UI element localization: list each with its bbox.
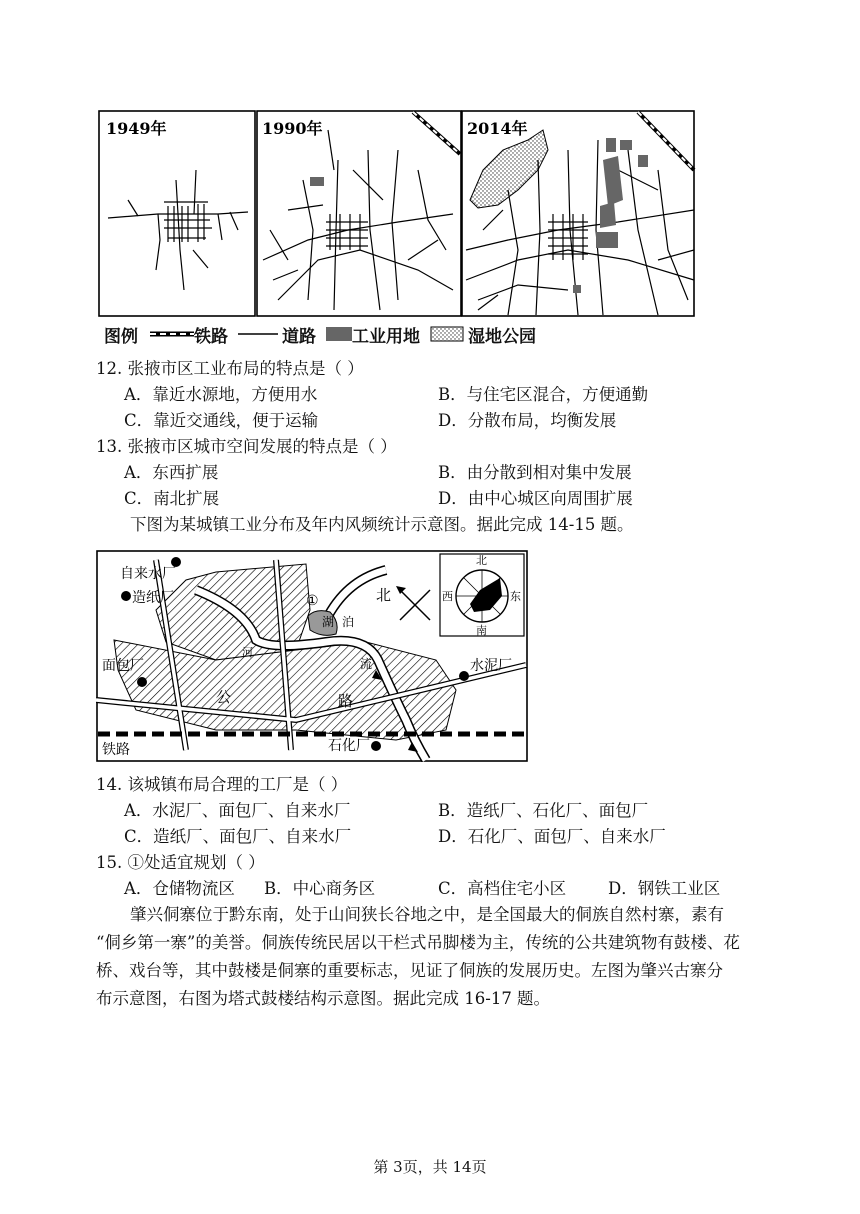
panel-label-1949: 1949年: [106, 119, 167, 138]
intro-16-17-line1: 肇兴侗寨位于黔东南，处于山间狭长谷地之中，是全国最大的侗族自然村寨，素有: [130, 905, 724, 924]
intro-14-15: 下图为某城镇工业分布及年内风频统计示意图。据此完成 14-15 题。: [130, 515, 634, 534]
q14-option-a[interactable]: A．水泥厂、面包厂、自来水厂: [124, 801, 351, 820]
q14-option-c[interactable]: C．造纸厂、面包厂、自来水厂: [124, 827, 352, 846]
q12-option-b[interactable]: B．与住宅区混合，方便通勤: [438, 385, 649, 404]
railway-label: 铁路: [102, 742, 130, 758]
panel-label-1990: 1990年: [262, 119, 323, 138]
river-label-1: 河: [242, 646, 253, 659]
town-industry-map: [96, 550, 528, 762]
q14-option-d[interactable]: D．石化厂、面包厂、自来水厂: [438, 827, 666, 846]
compass-south: 南: [476, 624, 487, 637]
intro-16-17-line2: “侗乡第一寨”的美誉。侗族传统民居以干栏式吊脚楼为主，传统的公共建筑物有鼓楼、花: [96, 933, 740, 952]
legend-railway: 铁路: [194, 326, 228, 347]
petro-plant-dot: [371, 741, 381, 751]
factory-bread: 面包厂: [102, 658, 144, 674]
q12-option-a[interactable]: A．靠近水源地，方便用水: [124, 385, 318, 404]
legend-industrial: 工业用地: [352, 326, 420, 347]
road-label-2: 路: [338, 692, 354, 710]
paper-mill-dot: [121, 591, 131, 601]
q12-option-d[interactable]: D．分散布局，均衡发展: [438, 411, 617, 430]
bakery-dot: [137, 677, 147, 687]
road-label-1: 公: [216, 688, 232, 706]
wind-rose-icon: [456, 570, 508, 622]
river-label-2: 流: [360, 657, 373, 671]
q13-option-b[interactable]: B．由分散到相对集中发展: [438, 463, 632, 482]
q13-option-a[interactable]: A．东西扩展: [124, 463, 219, 482]
q13-option-d[interactable]: D．由中心城区向周围扩展: [438, 489, 633, 508]
q15-option-d[interactable]: D．钢铁工业区: [608, 879, 721, 898]
figure1-legend: [104, 322, 546, 346]
compass-north: 北: [476, 554, 487, 567]
compass-west: 西: [442, 590, 453, 603]
lake-label-1: 湖: [322, 615, 335, 629]
cement-plant-dot: [459, 671, 469, 681]
q15-option-c[interactable]: C．高档住宅小区: [438, 879, 567, 898]
factory-paper: 造纸厂: [132, 590, 174, 606]
legend-title: 图例: [104, 326, 138, 347]
railway-legend-icon: [150, 329, 194, 339]
intro-16-17-line4: 布示意图，右图为塔式鼓楼结构示意图。据此完成 16-17 题。: [96, 989, 551, 1008]
industrial-1990: [310, 177, 324, 186]
factory-water: 自来水厂: [120, 566, 176, 582]
factory-petro: 石化厂: [328, 738, 370, 754]
legend-road: 道路: [282, 326, 316, 347]
q15-stem: 15. ①处适宜规划（ ）: [96, 853, 265, 872]
compass-east: 东: [510, 590, 521, 603]
factory-cement: 水泥厂: [470, 658, 512, 674]
legend-wetland: 湿地公园: [468, 326, 536, 347]
q12-option-c[interactable]: C．靠近交通线，便于运输: [124, 411, 319, 430]
page-footer: 第 3页，共 14页: [373, 1158, 487, 1176]
q14-stem: 14. 该城镇布局合理的工厂是（ ）: [96, 775, 348, 794]
city-expansion-figure: [98, 110, 696, 318]
q15-option-a[interactable]: A．仓储物流区: [124, 879, 235, 898]
intro-16-17-line3: 桥、戏台等，其中鼓楼是侗寨的重要标志，见证了侗族的发展历史。左图为肇兴古寨分: [96, 961, 723, 980]
panel-label-2014: 2014年: [467, 119, 528, 138]
q13-stem: 13. 张掖市区城市空间发展的特点是（ ）: [96, 437, 397, 456]
lake-label-2: 泊: [342, 615, 355, 629]
q14-option-b[interactable]: B．造纸厂、石化厂、面包厂: [438, 801, 649, 820]
svg-text:北: 北: [376, 586, 392, 604]
wetland-legend-icon: [430, 326, 464, 342]
road-legend-icon: [238, 329, 278, 339]
q15-option-b[interactable]: B．中心商务区: [264, 879, 376, 898]
q12-stem: 12. 张掖市区工业布局的特点是（ ）: [96, 359, 364, 378]
q13-option-c[interactable]: C．南北扩展: [124, 489, 220, 508]
panel-1990: [257, 111, 461, 316]
site-marker-1: ①: [306, 593, 319, 609]
industrial-legend-icon: [326, 326, 352, 342]
